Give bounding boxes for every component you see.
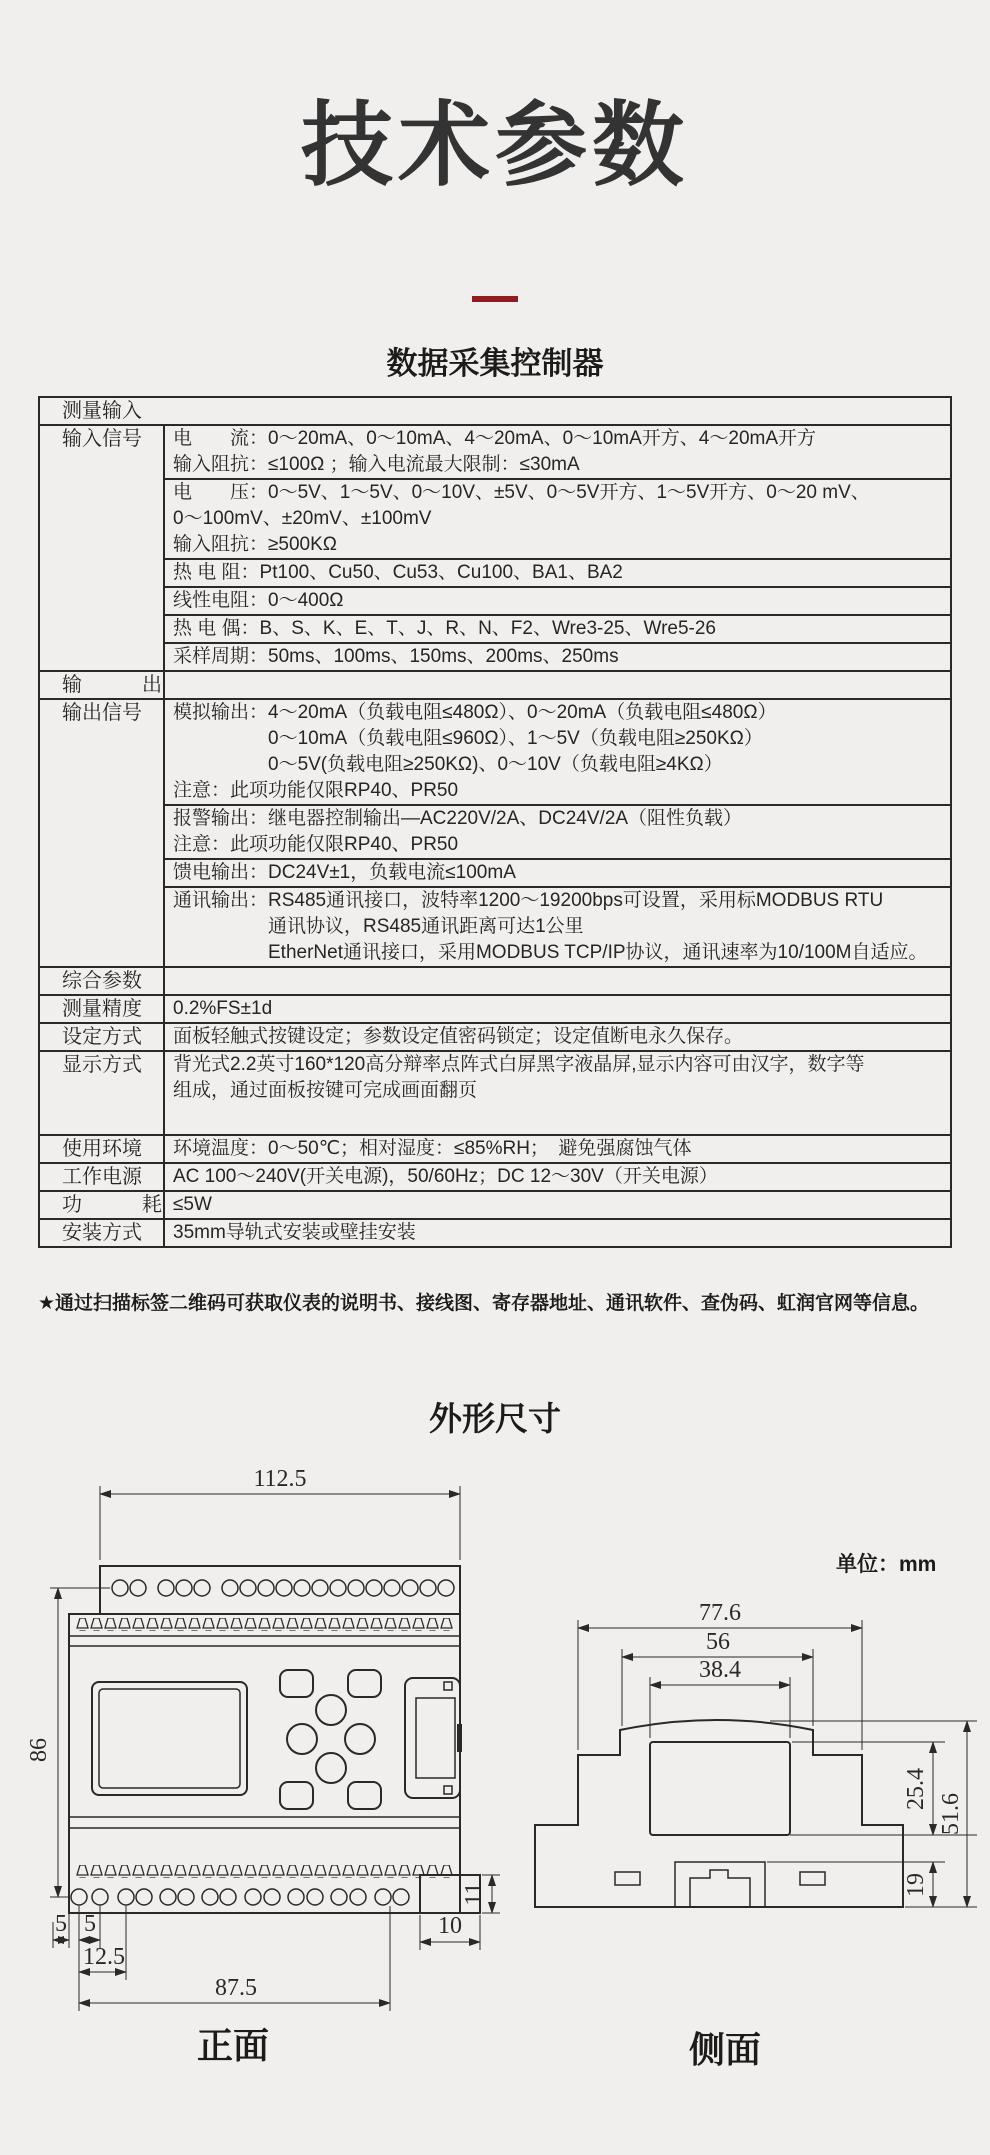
param-label: 设定方式 — [40, 1024, 165, 1050]
side-dim-56: 56 — [706, 1629, 730, 1655]
front-connector — [405, 1678, 462, 1798]
section-spacer — [165, 968, 950, 994]
side-dim-19: 19 — [903, 1873, 929, 1897]
dimensions-title: 外形尺寸 — [429, 1400, 561, 1437]
spec-cell-feed-output: 馈电输出：DC24V±1，负载电流≤100mA — [165, 860, 950, 888]
param-label: 安装方式 — [40, 1220, 165, 1246]
spec-cell-sampling-period: 采样周期：50ms、100ms、150ms、200ms、250ms — [173, 646, 619, 667]
section-spacer — [165, 672, 950, 698]
front-view-drawing — [20, 1460, 510, 2070]
unit-label: 单位：mm — [836, 1553, 937, 1576]
front-dim-height: 86 — [26, 1738, 52, 1762]
table-row-display-mode — [40, 1052, 950, 1136]
table-row-environment — [40, 1136, 950, 1164]
section-spacer — [165, 398, 950, 424]
table-row-setting-mode — [40, 1024, 950, 1052]
param-value-cells — [165, 426, 950, 670]
front-top-terminals — [112, 1580, 454, 1596]
param-value: 背光式2.2英寸160*120高分辩率点阵式白屏黑字液晶屏,显示内容可由汉字，数字等 组成，通过面板按键可完成画面翻页 — [173, 1054, 865, 1101]
table-row-input-signal — [40, 426, 950, 672]
param-value: ≤5W — [173, 1194, 212, 1215]
spec-cell-thermocouple: 热 电 偶：B、S、K、E、T、J、R、N、F2、Wre3-25、Wre5-26 — [165, 616, 950, 644]
spec-table — [38, 396, 952, 1248]
front-dim-5b: 5 — [84, 1911, 96, 1937]
spec-cell-current: 电 流：0～20mA、0～10mA、4～20mA、0～10mA开方、4～20mA开方 输入阻抗：≤100Ω ；输入电流最大限制：≤30mA — [165, 426, 950, 480]
title-divider — [472, 296, 518, 302]
qr-footnote: ★通过扫描标签二维码可获取仪表的说明书、接线图、寄存器地址、通讯软件、查伪码、虹润官网等信息。 — [38, 1293, 930, 1314]
param-label: 输入信号 — [40, 426, 165, 670]
side-device-outline — [535, 1720, 903, 1907]
front-keypad — [280, 1670, 381, 1809]
front-bottom-serration — [76, 1865, 454, 1878]
spec-cell-comm-output: 通讯输出：RS485通讯接口，波特率1200～19200bps可设置，采用标MODBUS RTU 通讯协议，RS485通讯距离可达1公里 EtherNet通讯接口，采用MODBUS TCP/IP协议，通讯速率为10/100M自适应。 — [173, 890, 928, 963]
side-dim-51-6: 51.6 — [938, 1793, 964, 1835]
table-row-power-supply — [40, 1164, 950, 1192]
front-dim-5a: 5 — [55, 1911, 67, 1937]
param-value: 0.2%FS±1d — [173, 998, 273, 1019]
spec-cell-rtd: 热 电 阻：Pt100、Cu50、Cu53、Cu100、BA1、BA2 — [165, 560, 950, 588]
param-value: AC 100～240V(开关电源)，50/60Hz；DC 12～30V（开关电源） — [173, 1166, 718, 1187]
side-dim-38-4: 38.4 — [699, 1657, 741, 1683]
front-dim-11: 11 — [461, 1882, 487, 1906]
side-view-drawing — [530, 1540, 990, 2080]
param-label: 测量精度 — [40, 996, 165, 1022]
param-label: 功 耗 — [40, 1192, 165, 1218]
doc-subtitle: 数据采集控制器 — [386, 346, 604, 381]
front-view-label: 正面 — [196, 2025, 269, 2066]
table-row-power-consumption — [40, 1192, 950, 1220]
param-label: 使用环境 — [40, 1136, 165, 1162]
section-label: 测量输入 — [62, 400, 142, 422]
side-dim-25-4: 25.4 — [903, 1768, 929, 1810]
front-bottom-terminals — [71, 1889, 409, 1905]
front-top-serration — [76, 1618, 454, 1631]
table-row-output-signal — [40, 700, 950, 968]
spec-cell-analog-output: 模拟输出：4～20mA（负载电阻≤480Ω）、0～20mA（负载电阻≤480Ω） 0～10mA（负载电阻≤960Ω）、1～5V（负载电阻≥250KΩ） 0～5V(负载电阻≥250KΩ)、0～10V（负载电阻≥4KΩ） 注意：此项功能仅限RP40、PR50 — [165, 700, 950, 806]
front-device-outline — [69, 1566, 480, 1913]
table-row-section-general — [40, 968, 950, 996]
param-value: 环境温度：0～50℃；相对湿度：≤85%RH； 避免强腐蚀气体 — [173, 1138, 692, 1159]
front-dim-width: 112.5 — [253, 1466, 307, 1492]
front-dimensions — [26, 1466, 500, 2011]
side-view-label: 侧面 — [688, 2029, 761, 2070]
table-row-mounting — [40, 1220, 950, 1246]
param-label: 显示方式 — [40, 1052, 165, 1134]
section-label: 综合参数 — [40, 968, 165, 994]
front-dim-10: 10 — [438, 1913, 462, 1939]
spec-cell-voltage: 电 压：0～5V、1～5V、0～10V、±5V、0～5V开方、1～5V开方、0～20 mV、 0～100mV、±20mV、±100mV 输入阻抗：≥500KΩ — [165, 480, 950, 560]
page-title: 技术参数 — [300, 95, 689, 197]
spec-cell-linear-resistance: 线性电阻：0～400Ω — [165, 588, 950, 616]
front-dim-12-5: 12.5 — [83, 1944, 125, 1970]
table-row-section-measure-input — [40, 398, 950, 426]
table-row-section-output — [40, 672, 950, 700]
front-lcd-screen — [92, 1682, 247, 1795]
param-value: 面板轻触式按键设定；参数设定值密码锁定；设定值断电永久保存。 — [173, 1026, 744, 1047]
param-value-cells — [165, 700, 950, 966]
table-row-accuracy — [40, 996, 950, 1024]
param-label: 工作电源 — [40, 1164, 165, 1190]
spec-cell-alarm-output: 报警输出：继电器控制输出—AC220V/2A、DC24V/2A（阻性负载） 注意：此项功能仅限RP40、PR50 — [165, 806, 950, 860]
param-label: 输出信号 — [40, 700, 165, 966]
front-dim-87-5: 87.5 — [215, 1975, 257, 2001]
param-value: 35mm导轨式安装或壁挂安装 — [173, 1222, 416, 1243]
side-dim-77-6: 77.6 — [699, 1600, 741, 1626]
section-label: 输 出 — [40, 672, 165, 698]
side-dimensions — [578, 1600, 977, 1907]
